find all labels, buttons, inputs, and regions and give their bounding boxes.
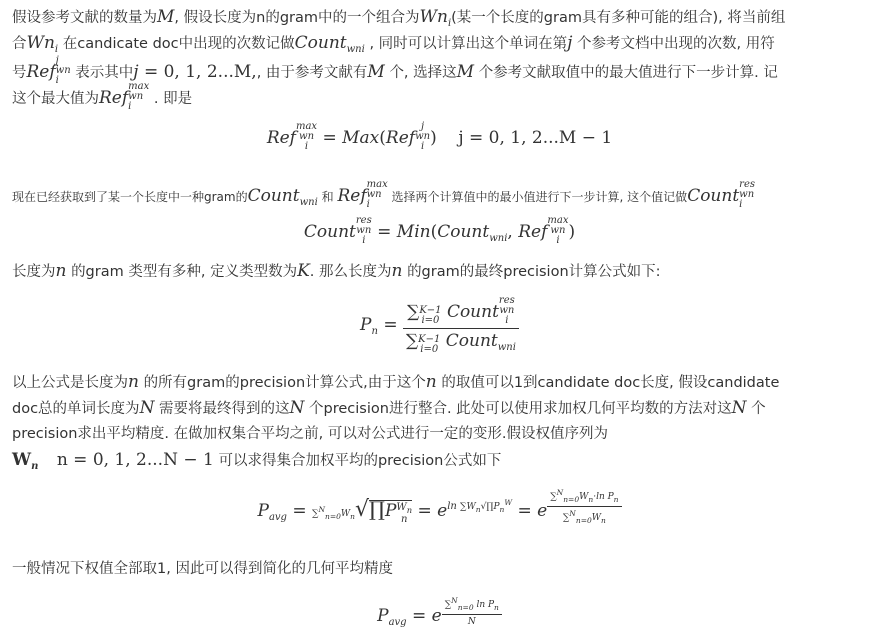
text: 假设参考文献的数量为: [12, 10, 157, 26]
paragraph-4: [12, 369, 870, 396]
math-ref-j: Ref j wn i: [26, 55, 71, 86]
math-count-res: Count res wn i: [687, 179, 756, 210]
text: 长度为: [12, 264, 56, 280]
text: . 即是: [153, 91, 193, 107]
math-M: M: [456, 62, 475, 82]
math-j: j: [567, 33, 573, 53]
math-ref-max: Ref max wn i: [337, 179, 388, 210]
text: 和: [321, 190, 334, 204]
text: 表示其中: [75, 65, 134, 81]
math-Wni: $Wn_i$: [419, 7, 452, 29]
equation-p-avg: $P_{avg}$ = $\sum^N_{n=0}W_n√\prod P$ $W_n$ n = $e^{ln \sum W_n√\prod P_n^W} = e$ $^{\frac{\sum^N_{n=0}W_n\cdot\ln P_n}{\sum^N_{n=0}W_n}}$: [0, 488, 879, 525]
text: 合: [12, 36, 27, 52]
text: 可以求得集合加权平均的precision公式如下: [218, 453, 502, 469]
text: , 假设长度为n的gram中的一个组合为: [174, 10, 420, 26]
math-ref-max: Ref max wn i: [99, 81, 150, 112]
paragraph-2: [12, 180, 870, 216]
text: 的取值可以1到candidate doc长度, 假设candidate: [441, 375, 780, 391]
math-N: N: [289, 398, 305, 418]
text: 这个最大值为: [12, 91, 99, 107]
math-Wni: $Wn_i$: [26, 33, 59, 55]
math-j-list: j = 0, 1, 2...M,: [133, 62, 257, 82]
text: 在candicate doc中出现的次数记做: [62, 36, 295, 52]
text: 现在已经获取到了某一个长度中一种gram的: [12, 190, 248, 204]
paragraph-5: [12, 556, 870, 582]
text: 一般情况下权值全部取1, 因此可以得到简化的几何平均精度: [12, 561, 393, 577]
text: 个, 选择这: [389, 65, 457, 81]
text: 个参考文献取值中的最大值进行下一步计算. 记: [478, 65, 778, 81]
math-count-wni: Count$_{wni}$: [247, 186, 318, 208]
text: precision求出平均精度. 在做加权集合平均之前, 可以对公式进行一定的变形.假设权值序列为: [12, 426, 608, 442]
equation-p-avg-simple: $P_{avg} = e$ $^{\frac{\sum^N_{n=0} \ln P_n}{N}}$: [0, 596, 879, 628]
text: 个参考文档中出现的次数, 用符: [577, 36, 775, 52]
math-Wn: $W_n$: [12, 450, 39, 472]
math-M: M: [157, 7, 175, 27]
text: 的gram的最终precision计算公式如下:: [407, 264, 661, 280]
paragraph-4-line-3: [12, 421, 870, 447]
text: 的所有gram的precision计算公式,由于这个: [143, 375, 426, 391]
paragraph-4-line-4: [12, 447, 870, 480]
math-n: n: [128, 372, 139, 392]
text: , 同时可以计算出这个单词在第: [369, 36, 568, 52]
text: (某一个长度的gram具有多种可能的组合), 将当前组: [451, 10, 786, 26]
text: doc总的单词长度为: [12, 401, 140, 417]
math-N: N: [139, 398, 155, 418]
text: 号: [12, 65, 27, 81]
text: , 由于参考文献有: [256, 65, 368, 81]
text: 以上公式是长度为: [12, 375, 128, 391]
math-M: M: [367, 62, 385, 82]
text: 选择两个计算值中的最小值进行下一步计算, 这个值记做: [391, 190, 688, 204]
equation-precision: $P_n$ = ∑ K−1 i=0 Count res wn i ∑ K−1 i=0 Count$_{wni}$: [0, 296, 879, 355]
text: 个: [751, 401, 766, 417]
equation-ref-max: Ref max wn i = Max(Ref j wn i ) j = 0, 1, 2...M − 1: [266, 121, 613, 152]
math-n: n: [55, 261, 67, 281]
paragraph-3: [12, 258, 870, 285]
fraction: ∑ K−1 i=0 Count res wn i ∑ K−1 i=0 Count$_{wni}$: [403, 296, 519, 355]
text: 个precision进行整合. 此处可以使用求加权几何平均数的方法对这: [309, 401, 732, 417]
text: 的gram 类型有多种, 定义类型数为: [71, 264, 298, 280]
text: . 那么长度为: [309, 264, 392, 280]
math-count-wni: Count$_{wni}$: [294, 33, 365, 55]
math-N: N: [731, 398, 747, 418]
math-K: K: [297, 261, 310, 281]
paragraph-4-line-2: [12, 395, 870, 422]
equation-count-res: Count res wn i = Min(Count$_{wni}$, Ref max wn i ): [303, 215, 576, 246]
text: 需要将最终得到的这: [159, 401, 290, 417]
math-n-list: n = 0, 1, 2...N − 1: [56, 450, 214, 470]
math-n: n: [425, 372, 437, 392]
math-n: n: [391, 261, 403, 281]
paragraph-1-line-4: [12, 82, 870, 112]
